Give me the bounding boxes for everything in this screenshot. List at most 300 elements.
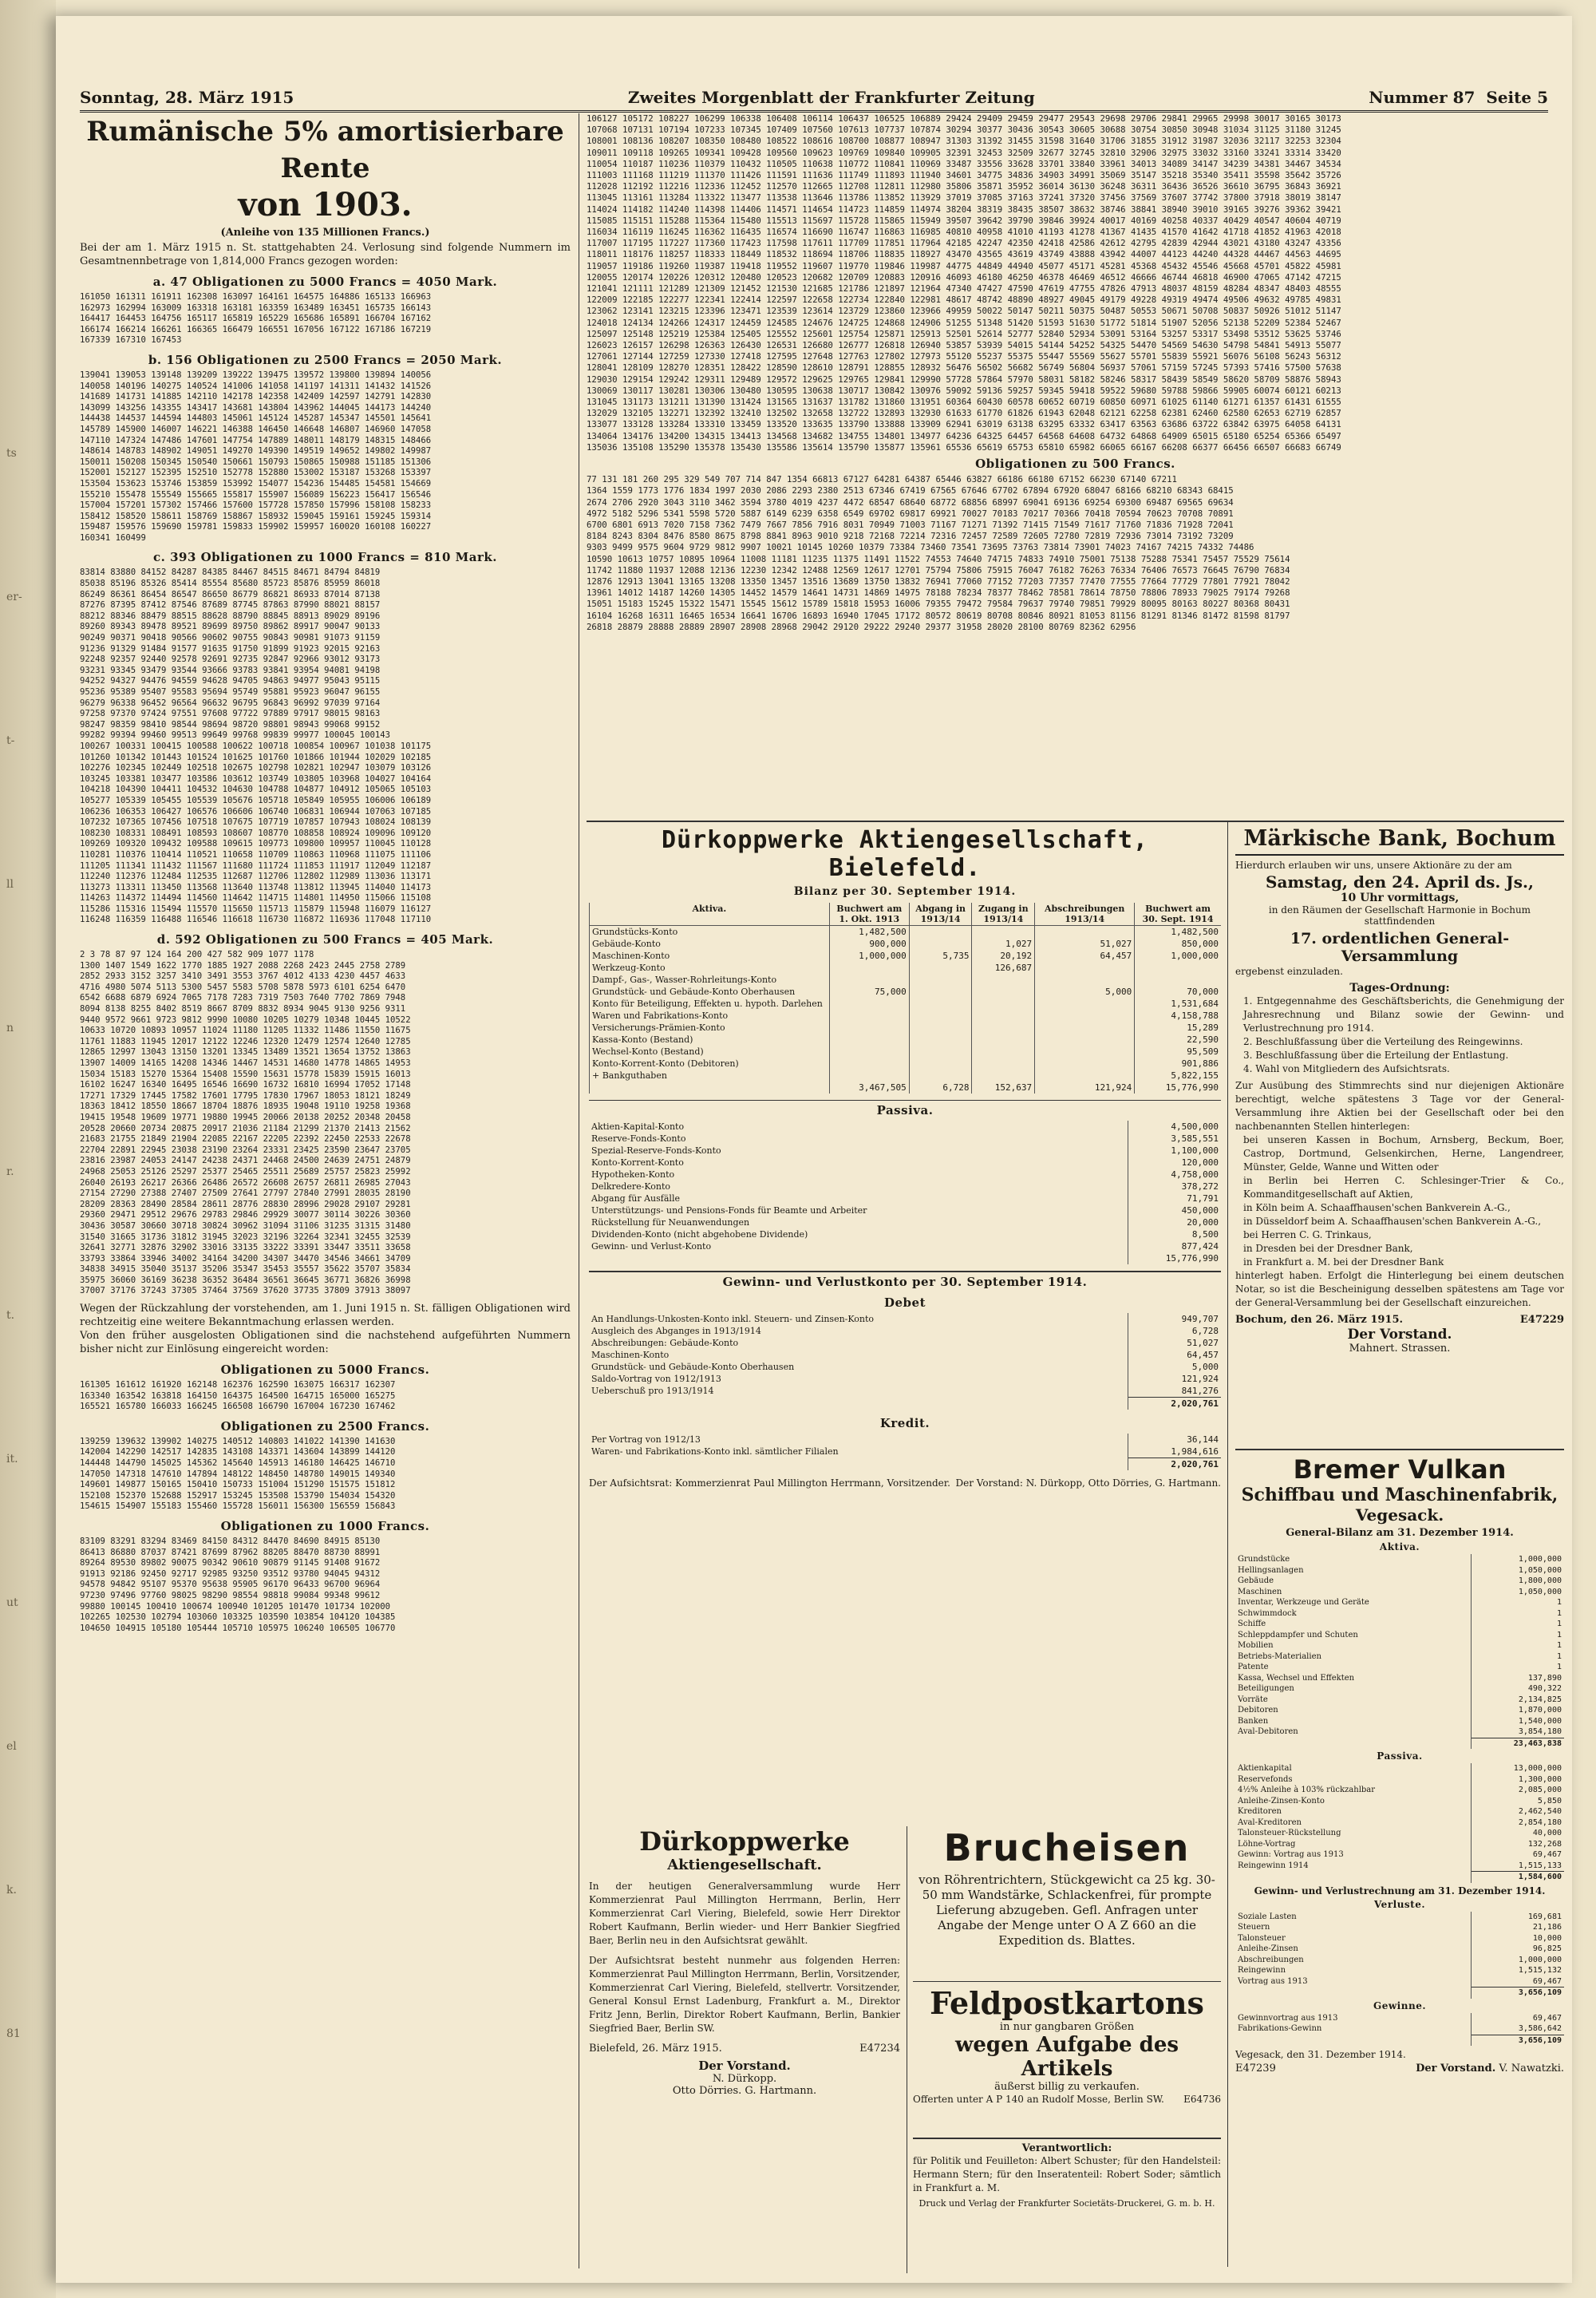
duerkopp2-subtitle: Aktiengesellschaft. bbox=[667, 1857, 822, 1873]
passiva-value: 15,776,990 bbox=[1128, 1252, 1222, 1264]
vulkan-verlust-total: 3,656,109 bbox=[1472, 1988, 1565, 1999]
vulkan-gewinn-table bbox=[1235, 2013, 1564, 2047]
vulkan-aktiva-label: Beteiligungen bbox=[1238, 1684, 1294, 1693]
duerkopp-aufsichtsrat: Der Aufsichtsrat: Kommerzienrat Paul Millington Herrmann, Vorsitzender. bbox=[589, 1477, 950, 1489]
vulkan-passiva-head: Passiva. bbox=[1377, 1750, 1423, 1762]
vulkan-gewinn-row bbox=[1235, 2013, 1564, 2024]
vulkan-aktiva-label: Aval-Debitoren bbox=[1238, 1727, 1298, 1736]
deposit-place: bei unseren Kassen in Bochum, Arnsberg, Beckum, Boer, Castrop, Dortmund, Gelsenkirchen, Herne, Langendreer, Münster, Gelde, Wanne und Witten oder bbox=[1243, 1134, 1564, 1173]
vulkan-verlust-value: 1,000,000 bbox=[1472, 1955, 1565, 1966]
vulkan-aktiva-value: 1 bbox=[1472, 1608, 1565, 1620]
aktiva-row bbox=[590, 1082, 1222, 1094]
column-divider-right bbox=[1227, 822, 1228, 2267]
passiva-label: Aktien-Kapital-Konto bbox=[591, 1121, 685, 1132]
aktiva-column-header: Aktiva. bbox=[590, 903, 830, 926]
aktiva-value bbox=[909, 1058, 972, 1070]
passiva-row bbox=[589, 1145, 1221, 1157]
vulkan-aktiva-label: Patente bbox=[1238, 1663, 1269, 1671]
vulkan-gewinn-row bbox=[1235, 2023, 1564, 2035]
gutter-fragment: ll bbox=[6, 878, 14, 891]
duerkopp2-sign2: Otto Dörries. G. Hartmann. bbox=[672, 2085, 817, 2097]
passiva-label: Dividenden-Konto (nicht abgehobene Dividende) bbox=[591, 1229, 808, 1240]
aktiva-value: 1,482,500 bbox=[829, 926, 909, 939]
kredit-total-label bbox=[589, 1458, 1128, 1471]
maerkische-event: 17. ordentlichen General-Versammlung bbox=[1290, 930, 1510, 965]
aktiva-value bbox=[909, 974, 972, 986]
aktiva-label: Konto für Beteiligung, Effekten u. hypoth. Darlehen bbox=[590, 998, 830, 1010]
gutter-fragment: ut bbox=[6, 1596, 18, 1609]
passiva-label bbox=[589, 1252, 1128, 1264]
page-header bbox=[80, 81, 1548, 113]
aktiva-row bbox=[590, 1022, 1222, 1034]
aktiva-value bbox=[1035, 926, 1135, 939]
draw-section-heading: d. 592 Obligationen zu 500 Francs = 405 Mark. bbox=[156, 932, 494, 947]
aktiva-value bbox=[909, 938, 972, 950]
vulkan-gewinn-total-label bbox=[1235, 2035, 1472, 2046]
debet-label: An Handlungs-Unkosten-Konto inkl. Steuern- und Zinsen-Konto bbox=[591, 1314, 875, 1324]
aktiva-value: 121,924 bbox=[1035, 1082, 1135, 1094]
aktiva-label: Grundstücks-Konto bbox=[590, 926, 830, 939]
aktiva-value bbox=[1035, 962, 1135, 974]
vulkan-passiva-label: Talonsteuer-Rückstellung bbox=[1238, 1829, 1341, 1837]
maerkische-place: in den Räumen der Gesellschaft Harmonie in Bochum stattfindenden bbox=[1268, 904, 1531, 927]
vulkan-aktiva-row bbox=[1235, 1597, 1564, 1608]
gutter-fragment: k. bbox=[6, 1884, 17, 1897]
duerkopp-debet-table bbox=[589, 1313, 1221, 1410]
debet-value: 121,924 bbox=[1128, 1373, 1222, 1385]
vulkan-aktiva-row bbox=[1235, 1651, 1564, 1663]
aktiva-value bbox=[829, 1034, 909, 1046]
vulkan-passiva-value: 40,000 bbox=[1472, 1828, 1565, 1839]
imprint-heading: Verantwortlich: bbox=[1021, 2142, 1112, 2154]
passiva-value: 877,424 bbox=[1128, 1240, 1222, 1252]
aktiva-value: 4,158,788 bbox=[1135, 1010, 1221, 1022]
old-number-grid: 83109 83291 83294 83469 84150 84312 84470 84690 84915 85130 86413 86880 87037 87421 87699 87962 88205 88470 88730 88991 89264 89530 89802 90075 90342 90610 90879 91145 91408 91672 91913 92186 92450 92717 92985 93250 93512 93780 94045 94312 94578 94842 95107 95370 95638 95905 96170 96433 96700 96964 97230 97496 97760 98025 98290 98554 98818 99084 99348 99612 99880 100145 100410 100674 100940 101205 101470 101734 102000 102265 102530 102794 103060 103325 103590 103854 104120 104385 104650 104915 105180 105444 105710 105975 106240 106505 106770 bbox=[80, 1537, 396, 1633]
vulkan-verlust-label: Talonsteuer bbox=[1238, 1933, 1286, 1943]
rente-old-lists bbox=[80, 1363, 571, 1634]
aktiva-value: 64,457 bbox=[1035, 950, 1135, 962]
vulkan-aktiva-value: 1 bbox=[1472, 1640, 1565, 1651]
draw-number-grid: 139041 139053 139148 139209 139222 139475 139572 139800 139894 140056 140058 140196 140275 140524 141006 141058 141197 141311 141432 141526 141689 141731 141885 142110 142178 142358 142409 142597 142791 142830 143099 143256 143355 143417 143681 143804 143962 144045 144173 144240 144438 144537 144594 144803 145061 145124 145287 145347 145501 145641 145789 145900 146007 146221 146388 146450 146648 146807 146960 147058 147110 147324 147486 147601 147754 147889 148011 148179 148315 148466 148614 148783 148902 149051 149270 149390 149519 149652 149802 149987 150011 150208 150345 150540 150661 150793 150865 150988 151185 151306 152001 152127 152395 152510 152778 152880 153002 153187 153268 153397 153504 153623 153746 153859 153992 154077 154236 154485 154581 154669 155210 155478 155549 155665 155817 155907 156089 156223 156417 156546 157004 157201 157302 157466 157600 157728 157850 157996 158108 158233 158412 158520 158611 158769 158867 158932 159045 159161 159245 159314 159487 159576 159690 159781 159833 159902 159957 160020 160108 160227 160341 160499 bbox=[80, 370, 432, 543]
aktiva-value: 1,000,000 bbox=[829, 950, 909, 962]
duerkopp-passiva-heading: Passiva. bbox=[589, 1100, 1221, 1117]
vulkan-aktiva-value: 1 bbox=[1472, 1597, 1565, 1608]
maerkische-names: Mahnert. Strassen. bbox=[1349, 1343, 1451, 1355]
passiva-row bbox=[589, 1252, 1221, 1264]
vulkan-verlust-row bbox=[1235, 1912, 1564, 1923]
feldpost-title: Feldpostkartons bbox=[930, 1985, 1204, 2021]
vulkan-passiva-label: Gewinn: Vortrag aus 1913 bbox=[1238, 1850, 1344, 1859]
vulkan-passiva-label: Reservefonds bbox=[1238, 1774, 1293, 1784]
kredit-label: Per Vortrag von 1912/13 bbox=[591, 1434, 701, 1445]
vulkan-aktiva-row bbox=[1235, 1695, 1564, 1706]
horizontal-divider bbox=[587, 821, 1564, 822]
vulkan-gewinn-total-row bbox=[1235, 2035, 1564, 2046]
passiva-value: 71,791 bbox=[1128, 1193, 1222, 1204]
vulkan-verlust-value: 10,000 bbox=[1472, 1933, 1565, 1944]
debet-label: Saldo-Vortrag von 1912/1913 bbox=[591, 1374, 721, 1384]
debet-row bbox=[589, 1337, 1221, 1349]
maerkische-date: Samstag, den 24. April ds. Js., bbox=[1266, 872, 1534, 892]
passiva-row bbox=[589, 1204, 1221, 1216]
vulkan-aktiva-label: Kassa, Wechsel und Effekten bbox=[1238, 1673, 1355, 1683]
passiva-row bbox=[589, 1181, 1221, 1193]
vulkan-date: Vegesack, den 31. Dezember 1914. bbox=[1235, 2049, 1406, 2060]
vulkan-aktiva-row bbox=[1235, 1683, 1564, 1695]
aktiva-value bbox=[829, 1046, 909, 1058]
aktiva-value: 5,735 bbox=[909, 950, 972, 962]
aktiva-value: 5,000 bbox=[1035, 986, 1135, 998]
maerkische-divider bbox=[1235, 1449, 1564, 1450]
vulkan-verlust-head: Verluste. bbox=[1373, 1898, 1426, 1910]
vulkan-aktiva-value: 1,000,000 bbox=[1472, 1554, 1565, 1565]
aktiva-value bbox=[1035, 1034, 1135, 1046]
debet-value: 5,000 bbox=[1128, 1361, 1222, 1373]
aktiva-value: 1,027 bbox=[972, 938, 1035, 950]
vulkan-aktiva-value: 1,050,000 bbox=[1472, 1565, 1565, 1576]
gutter-fragment: t. bbox=[6, 1309, 15, 1322]
vulkan-verlust-row bbox=[1235, 1955, 1564, 1966]
aktiva-value: 6,728 bbox=[909, 1082, 972, 1094]
maerkische-agenda-head: Tages-Ordnung: bbox=[1349, 982, 1450, 995]
vulkan-aktiva-value: 1,540,000 bbox=[1472, 1716, 1565, 1727]
rente-subtitle: (Anleihe von 135 Millionen Francs.) bbox=[220, 227, 430, 239]
vulkan-passiva-value: 1,515,133 bbox=[1472, 1861, 1565, 1872]
maerkische-sign: Der Vorstand. bbox=[1347, 1327, 1452, 1343]
aktiva-label: Gebäude-Konto bbox=[590, 938, 830, 950]
gutter-fragment: r. bbox=[6, 1165, 14, 1178]
vulkan-passiva-label: Kreditoren bbox=[1238, 1807, 1282, 1816]
bremer-vulkan-ad bbox=[1235, 1454, 1564, 2272]
vulkan-verlust-label: Steuern bbox=[1238, 1923, 1270, 1932]
vulkan-passiva-label: Aktienkapital bbox=[1238, 1764, 1292, 1773]
agenda-item: 2. Beschlußfassung über die Verteilung des Reingewinns. bbox=[1243, 1036, 1523, 1047]
vulkan-aktiva-label: Banken bbox=[1238, 1716, 1269, 1726]
aktiva-label: Versicherungs-Prämien-Konto bbox=[590, 1022, 830, 1034]
vulkan-passiva-label: Löhne-Vortrag bbox=[1238, 1839, 1296, 1849]
vulkan-aktiva-value: 1 bbox=[1472, 1630, 1565, 1641]
passiva-label: Hypotheken-Konto bbox=[591, 1169, 675, 1180]
passiva-value: 450,000 bbox=[1128, 1204, 1222, 1216]
debet-value: 6,728 bbox=[1128, 1325, 1222, 1337]
duerkopp-signatures bbox=[589, 1477, 1221, 1490]
vulkan-verlust-value: 21,186 bbox=[1472, 1922, 1565, 1933]
aktiva-label: Kassa-Konto (Bestand) bbox=[590, 1034, 830, 1046]
maerkische-invite: ergebenst einzuladen. bbox=[1235, 966, 1343, 977]
vulkan-aktiva-head: Aktiva. bbox=[1379, 1541, 1420, 1552]
continuation-lower-grid: 77 131 181 260 295 329 549 707 714 847 1354 66813 67127 64281 64387 65446 63827 66186 66180 67152 66230 67140 67211 1364 1559 1773 1776 1834 1997 2030 2086 2293 2380 2513 67346 67419 67565 67646 67702 67894 67920 68047 68166 68210 68343 68415 2674 2706 2920 3043 3110 3462 3594 3780 4019 4237 4472 68547 68640 68772 68856 68997 69041 69136 69254 69300 69487 69565 69634 4972 5182 5296 5341 5598 5720 5887 6149 6239 6358 6549 69702 69817 69921 70027 70183 70217 70366 70418 70594 70623 70708 70891 6700 6801 6913 7020 7158 7362 7479 7667 7856 7916 8031 70949 71003 71167 71271 71392 71415 71549 71617 71760 71836 71928 72041 8184 8243 8304 8476 8580 8675 8798 8841 8963 9010 9218 72168 72214 72316 72457 72589 72605 72780 72819 72936 73014 73192 73209 9303 9499 9575 9604 9729 9812 9907 10021 10145 10260 10379 73384 73460 73541 73695 73763 73814 73901 74023 74167 74215 74332 74486 10590 10613 10757 10895 10964 11008 11181 11235 11375 11491 11522 74553 74640 74715 74833 74910 75001 75138 75288 75341 75457 75529 75614 11742 11880 11937 12088 12136 12230 12342 12488 12569 12617 12701 75794 75806 75915 76047 76182 76263 76334 76406 76573 76645 76790 76834 12876 12913 13041 13165 13208 13350 13457 13516 13689 13750 13832 76941 77060 77152 77203 77357 77470 77555 77664 77729 77801 77921 78042 13961 14012 14187 14260 14305 14452 14579 14641 14731 14869 14975 78188 78234 78377 78462 78581 78614 78750 78806 78933 79025 79174 79268 15051 15183 15245 15322 15471 15545 15612 15789 15818 15953 16006 79355 79472 79584 79637 79740 79851 79929 80095 80163 80227 80368 80431 16104 16268 16311 16465 16534 16641 16706 16893 16940 17045 17172 80572 80619 80708 80846 80921 81053 81156 81291 81346 81472 81598 81797 26818 28879 28888 28889 28907 28908 28968 29042 29120 29222 29240 29377 31958 28020 28100 80769 82362 62956 bbox=[587, 474, 1290, 632]
vulkan-aktiva-value: 1,870,000 bbox=[1472, 1705, 1565, 1716]
debet-value: 841,276 bbox=[1128, 1385, 1222, 1398]
duerkopp-vorstand: Der Vorstand: N. Dürkopp, Otto Dörries, G. Hartmann. bbox=[955, 1477, 1221, 1489]
vulkan-passiva-value: 2,085,000 bbox=[1472, 1785, 1565, 1796]
vulkan-gewinn-value: 69,467 bbox=[1472, 2013, 1565, 2024]
aktiva-row bbox=[590, 998, 1222, 1010]
duerkopp-debet-heading: Debet bbox=[883, 1295, 926, 1310]
aktiva-value: 95,509 bbox=[1135, 1046, 1221, 1058]
aktiva-value bbox=[829, 1022, 909, 1034]
debet-total: 2,020,761 bbox=[1128, 1398, 1222, 1410]
old-number-grid: 139259 139632 139902 140275 140512 140803 141022 141390 141630 142004 142290 142517 142835 143108 143371 143604 143899 144120 144448 144790 145025 145362 145640 145913 146180 146425 146710 147050 147318 147610 147894 148122 148450 148780 149015 149340 149601 149877 150165 150410 150733 151004 151290 151575 151812 152108 152370 152688 152917 153245 153508 153790 154034 154320 154615 154907 155183 155460 155728 156011 156300 156559 156843 bbox=[80, 1436, 396, 1512]
maerkische-body: Zur Ausübung des Stimmrechts sind nur diejenigen Aktionäre berechtigt, welche spätestens 3 Tage vor der General-Versammlung ihre Aktien bei der Gesellschaft oder bei den nachbenannten Stellen hinterlegen: bbox=[1235, 1080, 1564, 1132]
vulkan-passiva-row bbox=[1235, 1817, 1564, 1829]
debet-row bbox=[589, 1385, 1221, 1398]
kredit-row bbox=[589, 1446, 1221, 1458]
aktiva-value bbox=[1035, 1010, 1135, 1022]
debet-row bbox=[589, 1361, 1221, 1373]
passiva-value: 8,500 bbox=[1128, 1228, 1222, 1240]
aktiva-value bbox=[1035, 1046, 1135, 1058]
duerkopp2-title: Dürkoppwerke bbox=[639, 1826, 850, 1857]
aktiva-value bbox=[909, 1070, 972, 1082]
aktiva-value: 901,886 bbox=[1135, 1058, 1221, 1070]
aktiva-row bbox=[590, 962, 1222, 974]
duerkopp-aktiva-table bbox=[589, 903, 1221, 1094]
aktiva-value bbox=[909, 1046, 972, 1058]
old-section-heading: Obligationen zu 2500 Francs. bbox=[220, 1418, 430, 1434]
deposit-place: in Düsseldorf beim A. Schaaffhausen'schen Bankverein A.-G., bbox=[1243, 1216, 1542, 1227]
debet-label: Ueberschuß pro 1913/1914 bbox=[591, 1386, 714, 1396]
aktiva-label: Grundstück- und Gebäude-Konto Oberhausen bbox=[590, 986, 830, 998]
passiva-label: Unterstützungs- und Pensions-Fonds für Beamte und Arbeiter bbox=[591, 1205, 867, 1216]
header-number: Nummer 87 Seite 5 bbox=[1369, 88, 1548, 107]
aktiva-label: Konto-Korrent-Konto (Debitoren) bbox=[590, 1058, 830, 1070]
draw-number-grid: 161050 161311 161911 162308 163097 164161 164575 164886 165133 166963 162973 162994 163009 163318 163181 163359 163489 163451 165735 166143 164417 164453 164756 165117 165819 165229 165686 165891 166704 167162 166174 166214 166261 166365 166479 166551 167056 167122 167186 167219 167339 167310 167453 bbox=[80, 292, 432, 346]
rente-intro: Bei der am 1. März 1915 n. St. stattgehabten 24. Verlosung sind folgende Nummern im Gesamtnennbetrage von 1,814,000 Francs gezogen worden: bbox=[80, 242, 571, 267]
vulkan-aktiva-label: Maschinen bbox=[1238, 1587, 1282, 1596]
vulkan-aktiva-label: Mobilien bbox=[1238, 1641, 1274, 1650]
passiva-row bbox=[589, 1133, 1221, 1145]
aktiva-value: 1,000,000 bbox=[1135, 950, 1221, 962]
vulkan-passiva-row bbox=[1235, 1806, 1564, 1817]
vulkan-guv: Gewinn- und Verlustrechnung am 31. Dezember 1914. bbox=[1254, 1885, 1546, 1897]
kredit-total-row bbox=[589, 1458, 1221, 1471]
aktiva-value: 20,192 bbox=[972, 950, 1035, 962]
old-section-heading: Obligationen zu 1000 Francs. bbox=[220, 1519, 430, 1533]
gutter-fragment: 81 bbox=[6, 2027, 21, 2040]
aktiva-row bbox=[590, 1034, 1222, 1046]
continuation-lists bbox=[587, 113, 1564, 832]
agenda-item: 1. Entgegennahme des Geschäftsberichts, die Genehmigung der Jahresrechnung und Bilanz sowie der Gewinn- und Verlustrechnung pro 1914. bbox=[1243, 995, 1564, 1034]
aktiva-row bbox=[590, 1010, 1222, 1022]
vulkan-aktiva-row bbox=[1235, 1619, 1564, 1630]
aktiva-value bbox=[829, 1058, 909, 1070]
debet-label: Maschinen-Konto bbox=[591, 1350, 670, 1360]
vulkan-aktiva-row bbox=[1235, 1554, 1564, 1565]
aktiva-row bbox=[590, 950, 1222, 962]
vulkan-passiva-value: 69,467 bbox=[1472, 1849, 1565, 1861]
debet-total-row bbox=[589, 1398, 1221, 1410]
vulkan-passiva-row bbox=[1235, 1839, 1564, 1850]
vulkan-aktiva-value: 137,890 bbox=[1472, 1673, 1565, 1684]
passiva-value: 1,100,000 bbox=[1128, 1145, 1222, 1157]
aktiva-value bbox=[909, 926, 972, 939]
debet-row bbox=[589, 1313, 1221, 1325]
vulkan-gewinn-label: Gewinnvortrag aus 1913 bbox=[1238, 2013, 1338, 2023]
maerkische-places bbox=[1235, 1133, 1564, 1269]
vulkan-gewinn-head: Gewinne. bbox=[1373, 1999, 1427, 2011]
vulkan-aktiva-row bbox=[1235, 1716, 1564, 1727]
vulkan-aktiva-value: 2,134,825 bbox=[1472, 1695, 1565, 1706]
vulkan-aktiva-value: 3,854,180 bbox=[1472, 1726, 1565, 1738]
previous-page-edge bbox=[0, 0, 56, 2298]
debet-value: 64,457 bbox=[1128, 1349, 1222, 1361]
aktiva-value bbox=[1035, 974, 1135, 986]
duerkopp-title: Dürkoppwerke Aktiengesellschaft, Bielefeld. bbox=[662, 826, 1148, 882]
vulkan-gewinn-value: 3,586,642 bbox=[1472, 2023, 1565, 2035]
vulkan-aktiva-label: Hellingsanlagen bbox=[1238, 1565, 1304, 1575]
vulkan-passiva-value: 5,850 bbox=[1472, 1796, 1565, 1807]
debet-total-label bbox=[589, 1398, 1128, 1410]
newspaper-page bbox=[56, 16, 1572, 2283]
duerkopp-guv-heading: Gewinn- und Verlustkonto per 30. September 1914. bbox=[589, 1271, 1221, 1289]
kredit-row bbox=[589, 1434, 1221, 1446]
aktiva-value bbox=[1035, 1070, 1135, 1082]
vulkan-verlust-row bbox=[1235, 1933, 1564, 1944]
feldpost-line4: Offerten unter A P 140 an Rudolf Mosse, Berlin SW. E64736 bbox=[913, 2094, 1221, 2105]
vulkan-aktiva-total-row bbox=[1235, 1738, 1564, 1749]
vulkan-passiva-value: 2,462,540 bbox=[1472, 1806, 1565, 1817]
aktiva-row bbox=[590, 1058, 1222, 1070]
aktiva-value bbox=[1035, 998, 1135, 1010]
vulkan-verlust-label: Anleihe-Zinsen bbox=[1238, 1944, 1298, 1953]
duerkopp-bilanz-heading: Bilanz per 30. September 1914. bbox=[793, 885, 1017, 898]
vulkan-bilanz: General-Bilanz am 31. Dezember 1914. bbox=[1286, 1527, 1514, 1539]
passiva-row bbox=[589, 1228, 1221, 1240]
passiva-label: Delkredere-Konto bbox=[591, 1181, 670, 1192]
vulkan-verlust-label: Soziale Lasten bbox=[1238, 1912, 1297, 1921]
vulkan-aktiva-row bbox=[1235, 1705, 1564, 1716]
draw-section-heading: c. 393 Obligationen zu 1000 Francs = 810 Mark. bbox=[153, 550, 497, 565]
aktiva-value bbox=[829, 998, 909, 1010]
aktiva-value bbox=[972, 926, 1035, 939]
aktiva-value bbox=[972, 1070, 1035, 1082]
gutter-fragment: n bbox=[6, 1022, 14, 1034]
passiva-row bbox=[589, 1169, 1221, 1181]
passiva-row bbox=[589, 1216, 1221, 1228]
vulkan-verlust-row bbox=[1235, 1965, 1564, 1976]
aktiva-row bbox=[590, 1046, 1222, 1058]
feldpost-line2: wegen Aufgabe des Artikels bbox=[954, 2033, 1179, 2081]
aktiva-column-header: Abgang in 1913/14 bbox=[909, 903, 972, 926]
continuation-upper-grid: 106127 105172 108227 106299 106338 106408 106114 106437 106525 106889 29424 29409 29459 29477 29543 29698 29706 29841 29965 29998 30017 30165 30173 107068 107131 107194 107233 107345 107409 107560 107613 107737 107874 30294 30377 30436 30543 30605 30688 30754 30850 30948 31034 31125 31180 31245 108001 108136 108207 108350 108480 108522 108616 108700 108877 108947 31303 31392 31455 31598 31640 31706 31855 31912 31987 32036 32117 32253 32304 109011 109118 109265 109341 109428 109560 109623 109769 109840 109905 32391 32453 32509 32677 32745 32810 32906 32975 33032 33160 33241 33314 33420 110054 110187 110236 110379 110432 110505 110638 110772 110841 110969 33487 33556 33628 33701 33840 33961 34013 34089 34147 34239 34381 34467 34534 111003 111168 111219 111370 111426 111591 111636 111749 111893 111940 34601 34775 34836 34903 34991 35069 35147 35218 35340 35411 35598 35642 35726 112028 112192 112216 112336 112452 112570 112665 112708 112811 112980 35806 35871 35952 36014 36130 36248 36311 36436 36526 36610 36795 36843 36921 113045 113161 113284 113322 113477 113538 113646 113786 113852 113929 37019 37085 37163 37241 37320 37456 37569 37607 37742 37800 37918 38019 38147 114024 114182 114240 114398 114406 114571 114654 114723 114859 114974 38204 38319 38435 38507 38632 38746 38841 38940 39010 39165 39276 39362 39421 115085 115151 115288 115364 115480 115513 115697 115728 115865 115949 39507 39642 39790 39846 39924 40017 40169 40258 40337 40429 40547 40604 40719 116034 116119 116245 116362 116435 116574 116690 116747 116863 116985 40810 40958 41010 41193 41278 41367 41435 41570 41642 41718 41852 41963 42018 117007 117195 117227 117360 117423 117598 117611 117709 117851 117964 42185 42247 42350 42418 42586 42612 42795 42839 42944 43021 43180 43247 43356 118011 118176 118257 118333 118449 118532 118694 118706 118835 118927 43470 43565 43619 43749 43888 43942 44007 44123 44240 44328 44467 44563 44695 119057 119186 119260 119387 119418 119552 119607 119770 119846 119987 44775 44849 44940 45077 45171 45281 45368 45432 45546 45668 45701 45822 45981 120055 120174 120226 120312 120480 120523 120682 120709 120883 120916 46093 46180 46250 46378 46469 46512 46666 46744 46818 46900 47065 47142 47215 121041 121111 121289 121309 121452 121530 121685 121786 121897 121964 47340 47427 47590 47619 47755 47826 47913 48037 48159 48284 48347 48403 48555 122009 122185 122277 122341 122414 122597 122658 122734 122840 122981 48617 48742 48890 48927 49045 49179 49228 49319 49474 49506 49632 49785 49831 123062 123141 123215 123396 123471 123539 123614 123729 123860 123966 49959 50022 50147 50211 50375 50487 50553 50671 50708 50837 50926 51012 51147 124018 124134 124266 124317 124459 124585 124676 124725 124868 124906 51255 51348 51420 51593 51630 51772 51814 51907 52056 52138 52209 52384 52467 125097 125148 125219 125384 125405 125552 125601 125754 125871 125913 52501 52614 52777 52840 52934 53091 53164 53257 53317 53498 53512 53625 53746 126023 126157 126298 126363 126430 126531 126680 126777 126818 126940 53857 53939 54015 54144 54252 54325 54470 54569 54630 54798 54841 54913 55077 127061 127144 127259 127330 127418 127595 127648 127763 127802 127973 55120 55237 55375 55447 55569 55627 55701 55839 55921 56076 56108 56243 56312 128041 128109 128270 128351 128422 128590 128610 128791 128855 128932 56476 56502 56682 56749 56804 56937 57061 57159 57245 57393 57416 57500 57638 129030 129154 129242 129311 129489 129572 129625 129765 129841 129990 57728 57864 57970 58031 58182 58246 58317 58439 58549 58620 58709 58876 58943 130069 130117 130281 130306 130480 130595 130638 130717 130842 130976 59092 59136 59257 59345 59418 59522 59680 59788 59866 59905 60074 60121 60213 131045 131173 131211 131390 131424 131565 131637 131782 131860 131951 60364 60430 60578 60652 60719 60850 60971 61025 61140 61271 61357 61431 61555 132029 132105 132271 132392 132410 132502 132658 132722 132893 132930 61633 61770 61826 61943 62048 62121 62258 62381 62460 62580 62653 62719 62857 133077 133128 133284 133310 133459 133520 133635 133790 133888 133909 62941 63019 63138 63295 63332 63417 63563 63686 63722 63842 63975 64058 64131 134064 134176 134200 134315 134413 134568 134682 134755 134801 134977 64236 64325 64457 64568 64608 64732 64868 64909 65015 65180 65254 65366 65497 135036 135108 135290 135378 135430 135586 135614 135790 135877 135961 65536 65619 65753 65810 65982 66065 66167 66208 66377 66456 66507 66683 66749 bbox=[587, 113, 1341, 453]
duerkopp2-sign1: N. Dürkopp. bbox=[712, 2073, 777, 2085]
vulkan-verlust-value: 96,825 bbox=[1472, 1944, 1565, 1955]
feldpost-ad bbox=[913, 1981, 1221, 2134]
vulkan-verlust-value: 69,467 bbox=[1472, 1976, 1565, 1988]
aktiva-label: + Bankguthaben bbox=[590, 1070, 830, 1082]
aktiva-column-header: Buchwert am 30. Sept. 1914 bbox=[1135, 903, 1221, 926]
aktiva-value bbox=[1135, 962, 1221, 974]
deposit-place: in Berlin bei Herren C. Schlesinger-Trier & Co., Kommanditgesellschaft auf Aktien, bbox=[1243, 1175, 1564, 1200]
aktiva-value: 51,027 bbox=[1035, 938, 1135, 950]
vulkan-passiva-row bbox=[1235, 1828, 1564, 1839]
aktiva-row bbox=[590, 938, 1222, 950]
passiva-value: 378,272 bbox=[1128, 1181, 1222, 1193]
aktiva-value bbox=[829, 1010, 909, 1022]
duerkopp-election-notice bbox=[589, 1826, 900, 2273]
agenda-item: 4. Wahl von Mitgliedern des Aufsichtsrats. bbox=[1243, 1063, 1450, 1074]
aktiva-label: Dampf-, Gas-, Wasser-Rohrleitungs-Konto bbox=[590, 974, 830, 986]
vulkan-aktiva-value: 1,050,000 bbox=[1472, 1587, 1565, 1598]
passiva-label: Konto-Korrent-Konto bbox=[591, 1157, 684, 1168]
duerkopp2-body2: Der Aufsichtsrat besteht nunmehr aus folgenden Herren: Kommerzienrat Paul Millington Herrmann, Berlin, Vorsitzender, Kommerzienrat Carl Viering, Bielefeld, stellvertr. Vorsitzender, General Konsul Ernst Ladenburg, Frankfurt a. M., Direktor Fritz Jenn, Berlin, Direktor Robert Kaufmann, Berlin, Bankier Siegfried Baer, Berlin SW. bbox=[589, 1955, 900, 2034]
debet-value: 51,027 bbox=[1128, 1337, 1222, 1349]
vulkan-aktiva-label: Grundstücke bbox=[1238, 1555, 1290, 1564]
vulkan-aktiva-label: Gebäude bbox=[1238, 1576, 1274, 1585]
debet-value: 949,707 bbox=[1128, 1313, 1222, 1325]
rente-notice-unredeemed: Von den früher ausgelosten Obligationen sind die nachstehend aufgeführten Nummern bisher nicht zur Einlösung eingereicht worden: bbox=[80, 1330, 571, 1356]
duerkopp2-sign-head: Der Vorstand. bbox=[698, 2059, 791, 2073]
aktiva-value bbox=[1135, 974, 1221, 986]
feldpost-line1: in nur gangbaren Größen bbox=[999, 2021, 1135, 2033]
aktiva-value bbox=[909, 986, 972, 998]
passiva-value: 3,585,551 bbox=[1128, 1133, 1222, 1145]
draw-number-grid: 83814 83880 84152 84287 84385 84467 84515 84671 84794 84819 85038 85196 85326 85414 85554 85680 85723 85876 85959 86018 86249 86361 86454 86547 86650 86779 86821 86933 87014 87138 87276 87395 87412 87546 87689 87745 87863 87990 88021 88157 88212 88346 88479 88515 88628 88790 88845 88913 89029 89196 89260 89343 89478 89521 89699 89750 89862 89917 90047 90133 90249 90371 90418 90566 90602 90755 90843 90981 91073 91159 91236 91329 91484 91577 91635 91750 91899 91923 92015 92163 92248 92357 92440 92578 92691 92735 92847 92966 93012 93173 93231 93345 93479 93544 93666 93783 93841 93954 94081 94198 94252 94327 94476 94559 94628 94705 94863 94977 95043 95115 95236 95389 95407 95583 95694 95749 95881 95923 96047 96155 96279 96338 96452 96564 96632 96795 96843 96992 97039 97164 97258 97370 97424 97551 97608 97722 97889 97917 98015 98163 98247 98359 98410 98544 98694 98720 98801 98943 99068 99152 99282 99394 99460 99513 99649 99768 99839 99977 100045 100143 100267 100331 100415 100588 100622 100718 100854 100967 101038 101175 101260 101342 101443 101524 101625 101760 101866 101944 102029 102185 102276 102345 102449 102518 102675 102798 102821 102947 103079 103126 103245 103381 103477 103586 103612 103749 103805 103968 104027 104164 104218 104390 104411 104532 104630 104788 104877 104912 105065 105103 105277 105339 105455 105539 105676 105718 105849 105955 106006 106189 106236 106353 106427 106576 106606 106740 106831 106944 107063 107185 107232 107365 107456 107518 107675 107719 107857 107943 108024 108139 108230 108331 108491 108593 108607 108770 108858 108924 109096 109120 109269 109320 109432 109588 109615 109773 109800 109957 110045 110128 110281 110376 110414 110521 110658 110709 110863 110968 111075 111106 111205 111341 111432 111567 111680 111724 111853 111917 112049 112187 112240 112376 112484 112535 112687 112706 112802 112989 113036 113171 113273 113311 113450 113568 113640 113748 113812 113945 114040 114173 114263 114372 114494 114560 114642 114715 114801 114950 115066 115108 115286 115316 115494 115570 115650 115713 115879 115948 116079 116127 116248 116359 116488 116546 116618 116730 116872 116936 117048 117110 bbox=[80, 568, 432, 925]
gutter-fragment: er- bbox=[6, 591, 22, 603]
old-section-heading: Obligationen zu 5000 Francs. bbox=[220, 1363, 430, 1378]
deposit-place: in Köln beim A. Schaaffhausen'schen Bankverein A.-G., bbox=[1243, 1202, 1511, 1213]
aktiva-row bbox=[590, 1070, 1222, 1082]
maerkische-intro: Hierdurch erlauben wir uns, unsere Aktionäre zu der am bbox=[1235, 860, 1512, 871]
passiva-label: Spezial-Reserve-Fonds-Konto bbox=[591, 1145, 721, 1156]
maerkische-title: Märkische Bank, Bochum bbox=[1235, 826, 1564, 856]
vulkan-gewinn-total: 3,656,109 bbox=[1472, 2035, 1565, 2046]
kredit-total: 2,020,761 bbox=[1128, 1458, 1222, 1471]
vulkan-aktiva-total: 23,463,838 bbox=[1472, 1738, 1565, 1749]
aktiva-value: 1,482,500 bbox=[1135, 926, 1221, 939]
passiva-value: 4,500,000 bbox=[1128, 1121, 1222, 1133]
vulkan-passiva-total-row bbox=[1235, 1872, 1564, 1883]
gutter-fragment: ts bbox=[6, 447, 17, 460]
aktiva-label: Wechsel-Konto (Bestand) bbox=[590, 1046, 830, 1058]
vulkan-passiva-value: 132,268 bbox=[1472, 1839, 1565, 1850]
passiva-row bbox=[589, 1240, 1221, 1252]
aktiva-value: 22,590 bbox=[1135, 1034, 1221, 1046]
vulkan-aktiva-row bbox=[1235, 1565, 1564, 1576]
aktiva-value bbox=[909, 962, 972, 974]
vulkan-aktiva-label: Schiffe bbox=[1238, 1620, 1266, 1628]
aktiva-value: 900,000 bbox=[829, 938, 909, 950]
aktiva-column-header: Buchwert am 1. Okt. 1913 bbox=[829, 903, 909, 926]
deposit-place: in Dresden bei der Dresdner Bank, bbox=[1243, 1243, 1413, 1254]
vulkan-passiva-total: 1,584,600 bbox=[1472, 1872, 1565, 1883]
vulkan-passiva-value: 13,000,000 bbox=[1472, 1763, 1565, 1774]
debet-label: Ausgleich des Abganges in 1913/1914 bbox=[591, 1326, 761, 1336]
vulkan-title2: Schiffbau und Maschinenfabrik, bbox=[1241, 1485, 1558, 1505]
vulkan-aktiva-label: Debitoren bbox=[1238, 1706, 1278, 1715]
vulkan-passiva-total-label bbox=[1235, 1872, 1472, 1883]
aktiva-value: 126,687 bbox=[972, 962, 1035, 974]
maerkische-footer: hinterlegt haben. Erfolgt die Hinterlegung bei einem deutschen Notar, so ist die Bescheinigung desselben spätestens am Tage vor der General-Versammlung bei der Gesellschaft einzureichen. bbox=[1235, 1270, 1564, 1308]
aktiva-value bbox=[1035, 1022, 1135, 1034]
vulkan-passiva-row bbox=[1235, 1785, 1564, 1796]
vulkan-aktiva-value: 1 bbox=[1472, 1619, 1565, 1630]
aktiva-value bbox=[972, 1010, 1035, 1022]
vulkan-verlust-total-label bbox=[1235, 1988, 1472, 1999]
brucheisen-ad bbox=[913, 1826, 1221, 1978]
vulkan-aktiva-label: Schwimmdock bbox=[1238, 1608, 1297, 1618]
vulkan-aktiva-value: 1 bbox=[1472, 1662, 1565, 1673]
debet-row bbox=[589, 1325, 1221, 1337]
vulkan-verlust-table bbox=[1235, 1912, 1564, 1999]
draw-section-heading: b. 156 Obligationen zu 2500 Francs = 2050 Mark. bbox=[148, 352, 503, 367]
draw-number-grid: 2 3 78 87 97 124 164 200 427 582 909 1077 1178 1300 1407 1549 1622 1770 1885 1927 2088 2268 2423 2445 2758 2789 2852 2933 3152 3257 3410 3491 3553 3767 4012 4133 4230 4457 4633 4716 4980 5074 5113 5300 5457 5583 5708 5878 5973 6101 6254 6470 6542 6688 6879 6924 7065 7178 7283 7319 7503 7640 7702 7869 7948 8094 8138 8255 8402 8519 8667 8709 8832 8934 9045 9130 9256 9311 9440 9572 9661 9723 9812 9990 10080 10205 10279 10348 10445 10522 10633 10720 10893 10957 11024 11180 11205 11332 11486 11550 11675 11761 11883 11945 12017 12122 12246 12320 12479 12574 12640 12785 12865 12997 13043 13150 13201 13345 13489 13521 13654 13752 13863 13907 14009 14165 14208 14346 14467 14531 14680 14778 14865 14953 15034 15183 15270 15364 15408 15590 15631 15778 15839 15915 16013 16102 16247 16340 16495 16546 16690 16732 16810 16994 17052 17148 17271 17329 17445 17582 17601 17795 17830 17967 18053 18121 18249 18363 18412 18550 18667 18704 18876 18935 19048 19110 19258 19368 19415 19548 19609 19771 19880 19945 20066 20138 20252 20348 20458 20528 20660 20734 20875 20917 21036 21184 21299 21370 21413 21562 21683 21755 21849 21904 22085 22167 22205 22392 22450 22533 22678 22704 22891 22945 23038 23190 23264 23331 23425 23590 23647 23705 23816 23987 24053 24147 24238 24371 24468 24500 24639 24751 24879 24968 25053 25126 25297 25377 25465 25511 25689 25757 25823 25992 26040 26193 26217 26366 26486 26572 26608 26757 26811 26985 27043 27154 27290 27388 27407 27509 27641 27797 27840 27991 28035 28190 28209 28363 28490 28584 28611 28776 28830 28996 29028 29107 29281 29360 29471 29512 29676 29783 29846 29929 30077 30114 30226 30360 30436 30587 30660 30718 30824 30962 31094 31106 31235 31315 31480 31540 31665 31736 31812 31945 32023 32196 32264 32341 32455 32539 32641 32771 32876 32902 33016 33135 33222 33391 33447 33511 33658 33793 33864 33946 34002 34164 34200 34307 34470 34546 34661 34709 34838 34915 35040 35137 35206 35347 35453 35557 35622 35707 35834 35975 36060 36169 36238 36352 36484 36561 36645 36771 36826 36998 37007 37176 37243 37305 37464 37569 37620 37735 37809 37913 38097 bbox=[80, 950, 411, 1296]
aktiva-value: 152,637 bbox=[972, 1082, 1035, 1094]
vulkan-verlust-label: Vortrag aus 1913 bbox=[1238, 1976, 1308, 1986]
aktiva-value bbox=[1035, 1058, 1135, 1070]
vulkan-passiva-row bbox=[1235, 1849, 1564, 1861]
